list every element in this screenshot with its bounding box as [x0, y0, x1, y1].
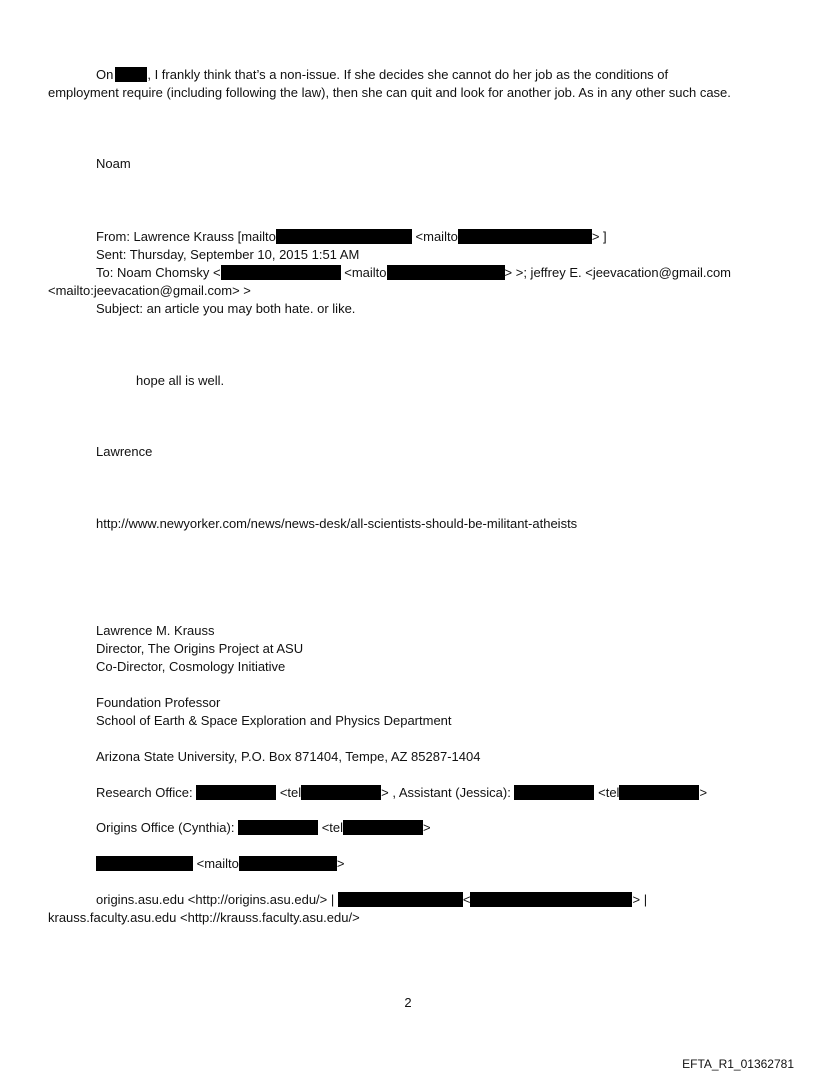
redaction — [470, 892, 632, 907]
signature-title-2: Co-Director, Cosmology Initiative — [96, 659, 286, 674]
signature-title-3: Foundation Professor — [96, 695, 221, 710]
paragraph-line-2: employment require (including following the law), then she can quit and look for another job. As in any other such case. — [48, 85, 731, 100]
redaction — [619, 785, 699, 800]
page-number: 2 — [404, 995, 412, 1010]
redaction — [276, 229, 412, 244]
signature-name: Lawrence M. Krauss — [96, 623, 215, 638]
header-sent: Sent: Thursday, September 10, 2015 1:51 AM — [96, 247, 360, 262]
redaction — [301, 785, 381, 800]
signature-title-1: Director, The Origins Project at ASU — [96, 641, 304, 656]
redaction — [343, 820, 423, 835]
web-links-line: origins.asu.edu <http://origins.asu.edu/> | < > | — [96, 892, 648, 907]
header-to: To: Noam Chomsky < <mailto > >; jeffrey E. <jeevacation@gmail.com — [96, 265, 732, 280]
signature-address: Arizona State University, P.O. Box 871404, Tempe, AZ 85287-1404 — [96, 749, 481, 764]
paragraph-line-1 — [96, 66, 668, 84]
origins-link[interactable]: origins.asu.edu <http://origins.asu.edu/> | — [96, 892, 335, 907]
redaction — [387, 265, 505, 280]
text-paragraph-1a: , I frankly think that’s a non-issue. If she decides she cannot do her job as the conditions of — [147, 67, 669, 82]
krauss-faculty-link[interactable]: krauss.faculty.asu.edu <http://krauss.faculty.asu.edu/> — [48, 910, 360, 925]
body-name: Lawrence — [96, 444, 153, 459]
redaction — [239, 856, 337, 871]
text-on: On — [96, 67, 114, 82]
redaction — [96, 856, 193, 871]
redaction — [458, 229, 592, 244]
header-to-continued: <mailto:jeevacation@gmail.com> > — [48, 283, 251, 298]
research-office-line: Research Office: <tel > , Assistant (Jessica): <tel > — [96, 785, 708, 800]
redaction — [196, 785, 276, 800]
redaction — [338, 892, 463, 907]
email-line: <mailto > — [96, 855, 345, 873]
origins-office-line: Origins Office (Cynthia): <tel > — [96, 820, 431, 835]
header-from: From: Lawrence Krauss [mailto <mailto > ] — [96, 229, 607, 244]
redaction — [115, 67, 147, 82]
article-link[interactable]: http://www.newyorker.com/news/news-desk/all-scientists-should-be-militant-atheists — [96, 516, 578, 531]
redaction — [238, 820, 318, 835]
document-id: EFTA_R1_01362781 — [682, 1057, 794, 1071]
signature-dept: School of Earth & Space Exploration and Physics Department — [96, 713, 452, 728]
body-greeting: hope all is well. — [136, 373, 225, 388]
signoff-noam: Noam — [96, 156, 131, 171]
redaction — [514, 785, 594, 800]
redaction — [221, 265, 341, 280]
header-subject: Subject: an article you may both hate. or like. — [96, 301, 356, 316]
